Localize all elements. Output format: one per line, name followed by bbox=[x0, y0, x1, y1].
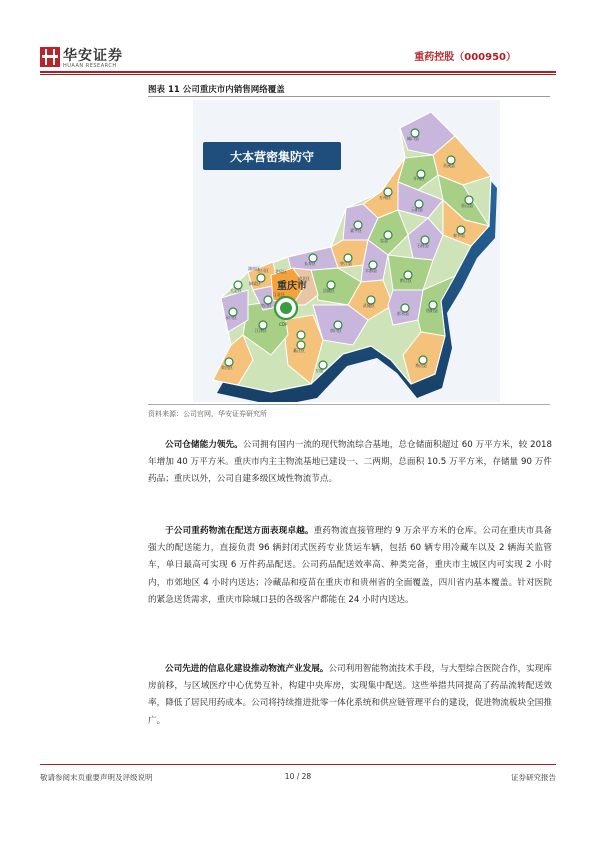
figure-source: 资料来源：公司官网，华安证券研究所 bbox=[148, 410, 267, 418]
svg-text:酉阳县: 酉阳县 bbox=[426, 308, 438, 313]
figure-title: 图表 11 公司重庆市内销售网络覆盖 bbox=[148, 85, 285, 95]
paragraph-delivery-text: 重药物流直接管理约 9 万余平方米的仓库。公司在重庆市具备强大的配送能力，直接负责 96 辆封闭式医药专业货运车辆，包括 60 辆专用冷藏车以及 2 辆海关监管车，单日最高可实现 6 万件药品配送。公司药品配送效率高、种类完备，重庆市主城区内可实现 2 小时内，市郊地区 4 小时内送达；冷藏品和疫苗在重庆市和贵州省的全面覆盖，四川省内基本覆盖。针对医院的紧急送货需求，重庆市除城口县的各级客户都能在 24 小时内送达。 bbox=[148, 526, 552, 605]
paragraph-warehousing-lead: 公司仓储能力领先。 bbox=[165, 440, 243, 450]
paragraph-delivery-lead: 于公司重药物流在配送方面表现卓越。 bbox=[165, 526, 314, 536]
svg-text:万州区: 万州区 bbox=[379, 195, 391, 200]
main-dc-badge: CDP bbox=[279, 322, 288, 327]
svg-text:秀山县: 秀山县 bbox=[415, 363, 427, 368]
svg-text:南川区: 南川区 bbox=[330, 328, 342, 333]
footer-report-type: 证券研究报告 bbox=[511, 773, 556, 782]
brand-name-en: HUAAN RESEARCH bbox=[63, 63, 117, 69]
svg-text:开州区: 开州区 bbox=[413, 176, 425, 181]
svg-text:铜梁区: 铜梁区 bbox=[249, 281, 261, 286]
main-dc-dot bbox=[280, 302, 292, 314]
footer-divider bbox=[40, 764, 556, 765]
svg-text:永川区: 永川区 bbox=[225, 315, 237, 320]
svg-text:奉节县: 奉节县 bbox=[453, 233, 465, 238]
header-divider bbox=[40, 71, 556, 73]
svg-text:合川区: 合川区 bbox=[257, 268, 269, 273]
svg-text:巫溪县: 巫溪县 bbox=[443, 163, 455, 168]
svg-text:石柱县: 石柱县 bbox=[417, 243, 429, 248]
header-divider-thin bbox=[40, 74, 556, 75]
svg-text:潼南区: 潼南区 bbox=[248, 266, 260, 271]
map-banner-text: 大本营密集防守 bbox=[229, 150, 315, 164]
page-number: 10 / 28 bbox=[284, 772, 312, 781]
brand-logo-icon bbox=[40, 47, 60, 67]
svg-text:北碚区: 北碚区 bbox=[275, 269, 287, 274]
paragraph-warehousing-text: 公司拥有国内一流的现代物流综合基地，总仓储面积超过 60 万平方米，较 2018 年增加 40 万平方米。重庆市内主主物流基地已建设一、二两期，总面积 10.5 万平方米，存储量 90 万件药品；重庆以外，公司自建多级区域性物流节点。 bbox=[148, 440, 552, 485]
paragraph-informatization bbox=[148, 661, 552, 730]
svg-text:江津区: 江津区 bbox=[255, 328, 267, 333]
svg-text:云阳县: 云阳县 bbox=[411, 207, 423, 212]
figure-rule-bottom bbox=[148, 404, 550, 405]
svg-text:江北区: 江北区 bbox=[273, 292, 285, 297]
svg-text:璧山区: 璧山区 bbox=[260, 303, 272, 308]
paragraph-informatization-lead: 公司先进的信息化建设推动物流产业发展。 bbox=[165, 664, 329, 674]
svg-text:垫江县: 垫江县 bbox=[340, 261, 352, 266]
city-label: 重庆市 bbox=[277, 281, 307, 292]
paragraph-informatization-text: 公司利用智能物流技术手段，与大型综合医院合作，实现库房前移，与区域医疗中心优势互补，构建中央库房，实现集中配送。这些举措共同提高了药品流转配送效率，降低了居民用药成本。公司将持续推进批零一体化系统和供应链管理平台的建设，促进物流板块全国推广。 bbox=[148, 664, 552, 726]
svg-text:渝北区: 渝北区 bbox=[298, 276, 310, 281]
svg-text:丰都县: 丰都县 bbox=[365, 268, 377, 273]
svg-text:大足区: 大足区 bbox=[230, 288, 242, 293]
svg-text:忠县: 忠县 bbox=[380, 238, 388, 243]
svg-text:綦江区: 綦江区 bbox=[293, 348, 305, 353]
paragraph-delivery bbox=[148, 523, 552, 609]
paragraph-warehousing bbox=[148, 437, 552, 489]
svg-text:城口县: 城口县 bbox=[407, 136, 419, 141]
map-svg bbox=[193, 100, 500, 402]
svg-text:长寿区: 长寿区 bbox=[304, 261, 316, 266]
svg-text:黔江区: 黔江区 bbox=[400, 278, 412, 283]
svg-text:涪陵区: 涪陵区 bbox=[323, 288, 335, 293]
svg-text:荣昌区: 荣昌区 bbox=[221, 365, 233, 370]
svg-text:武隆区: 武隆区 bbox=[363, 303, 375, 308]
svg-text:巫山县: 巫山县 bbox=[461, 203, 473, 208]
chongqing-distribution-map bbox=[193, 100, 500, 402]
footer-disclaimer: 敬请参阅末页重要声明及评级说明 bbox=[40, 773, 153, 782]
svg-text:彭水县: 彭水县 bbox=[397, 311, 409, 316]
svg-text:梁平区: 梁平区 bbox=[350, 228, 362, 233]
figure-rule-top bbox=[148, 96, 550, 97]
svg-text:万盛: 万盛 bbox=[315, 368, 323, 373]
stock-title: 重药控股（000950） bbox=[414, 52, 516, 63]
brand-name: 华安证券 bbox=[63, 48, 123, 64]
